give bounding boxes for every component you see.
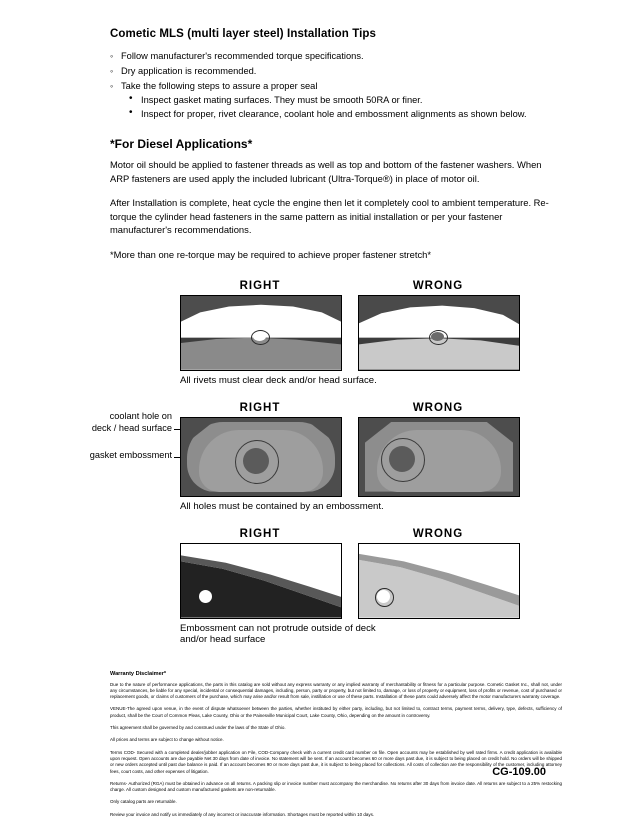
- figure-label-wrong: WRONG: [412, 401, 464, 414]
- installation-sub-list: [121, 93, 578, 121]
- warranty-paragraph: Returns- Authorized (RGA) must be obtained in advance on all returns. A packing slip or invoice number must accompany the merchandise. No returns after 30 days from invoice date. All returns are subject to a 25% restocking charge. All custom designed and custom manufactured gaskets are non-returnable.: [110, 780, 562, 793]
- warranty-paragraph: Only catalog parts are returnable.: [110, 799, 177, 805]
- warranty-paragraph: Review your invoice and notify us immediately of any incorrect or inaccurate information. Shortages must be reported within 10 days.: [110, 811, 375, 817]
- document-number: CG-109.00: [492, 766, 546, 778]
- figure-label-wrong: WRONG: [412, 527, 464, 540]
- figure-caption-embossment: Embossment can not protrude outside of deck and/or head surface: [180, 622, 376, 645]
- warranty-paragraph: Terms COD- Secured with a completed dealer/jobber application on File, COD-Company check with a current credit card number on file. Open accounts may be established by well rated firms. A credit application is available upon request. Open accounts are due payable Net 30 days from date of invoice. No statement will be sent. If an account becomes 60 or more days past due, it is subject to being placed on credit hold. No orders will be shipped or new orders accepted until past due balance is paid. If an account becomes 90 or more days past due, it is subject to being placed for collections. All costs of collection are the responsibility of the customer, including attorney fees, court costs, and other expenses of litigation.: [110, 749, 562, 774]
- warranty-paragraph: Due to the nature of performance applications, the parts in this catalog are sold without any express warranty or any implied warranty of merchantability or fitness for a particular purpose. Cometic Gasket Inc., shall not, under any circumstances, be liable for any special, incidental or consequential damages, including, person, party or property, but not limited to, damage, or loss of property or equipment, loss of profits or revenue, cost of purchased or replacement goods, or claims of customers of the purchase, which may arise and/or result from sale, instillation or use of these parts. Installation of these parts could adversely affect the motor manufacturers warranty coverage.: [110, 681, 562, 700]
- list-item: ◦ Follow manufacturer's recommended torque specifications.: [110, 49, 578, 63]
- figure-label-right: RIGHT: [239, 401, 281, 414]
- figure-image-embossment-right: [180, 543, 342, 619]
- figure-rivet-right: [180, 280, 340, 371]
- list-item-label: Take the following steps to assure a proper seal: [121, 81, 318, 91]
- warranty-paragraph: All prices and terms are subject to change without notice.: [110, 737, 224, 743]
- diesel-paragraph-1: Motor oil should be applied to fastener threads as well as top and bottom of the fastener washers. When ARP fasteners are used apply the included lubricant (Ultra-Torque®) in place of motor oil.: [110, 159, 542, 184]
- figure-group-coolant: [180, 402, 578, 497]
- figure-image-embossment-wrong: [358, 543, 520, 619]
- list-item: [110, 79, 578, 121]
- installation-tips-list: [110, 49, 578, 121]
- figure-image-rivet-right: [180, 295, 342, 371]
- list-item: • Inspect gasket mating surfaces. They must be smooth 50RA or finer.: [129, 93, 578, 107]
- warranty-heading: Warranty Disclaimer*: [110, 670, 167, 677]
- callout-coolant-hole: coolant hole on deck / head surface: [91, 410, 172, 433]
- page-title: Cometic MLS (multi layer steel) Installation Tips: [110, 28, 377, 40]
- callout-gasket-embossment: gasket embossment: [89, 449, 172, 460]
- list-item: ◦ Dry application is recommended.: [110, 64, 578, 78]
- warranty-paragraph: VENUE-The agreed upon venue, in the event of dispute whatsoever between the parties, whether instituted by either party, including, but not limited to, contract terms, payment terms, delivery, type, defects, sufficiency of product, shall be the Court of Common Pleas, Lake County, Ohio or the Painesville Municipal Court, Lake County, Ohio, depending on the amount in controversy.: [110, 706, 562, 718]
- figure-embossment-right: [180, 528, 340, 619]
- figures-section: [89, 279, 578, 645]
- figure-rivet-wrong: [358, 280, 518, 371]
- warranty-section: [110, 671, 562, 818]
- figure-label-right: RIGHT: [239, 279, 281, 292]
- figure-image-coolant-wrong: [358, 417, 520, 497]
- diesel-section-heading: *For Diesel Applications*: [110, 137, 253, 151]
- figure-coolant-right: [180, 402, 340, 497]
- diesel-paragraph-2: After Installation is complete, heat cycle the engine then let it completely cool to ambient temperature. Re-torque the cylinder head fasteners in the same pattern as initial installation or per your fastener manufacturer's recommendations.: [110, 197, 549, 236]
- figure-coolant-wrong: [358, 402, 518, 497]
- figure-image-coolant-right: [180, 417, 342, 497]
- figure-group-embossment: [180, 528, 578, 619]
- list-item: • Inspect for proper, rivet clearance, coolant hole and embossment alignments as shown below.: [129, 107, 578, 121]
- figure-group-rivets: [180, 280, 578, 371]
- figure-caption-rivets: All rivets must clear deck and/or head surface.: [180, 374, 377, 386]
- figure-image-rivet-wrong: [358, 295, 520, 371]
- diesel-paragraph-3: *More than one re-torque may be required to achieve proper fastener stretch*: [110, 248, 432, 260]
- figure-caption-coolant: All holes must be contained by an embossment.: [180, 500, 384, 512]
- figure-embossment-wrong: [358, 528, 518, 619]
- figure-label-right: RIGHT: [239, 527, 281, 540]
- warranty-paragraph: This agreement shall be governed by and construed under the laws of the State of Ohio.: [110, 725, 286, 731]
- figure-label-wrong: WRONG: [412, 279, 464, 292]
